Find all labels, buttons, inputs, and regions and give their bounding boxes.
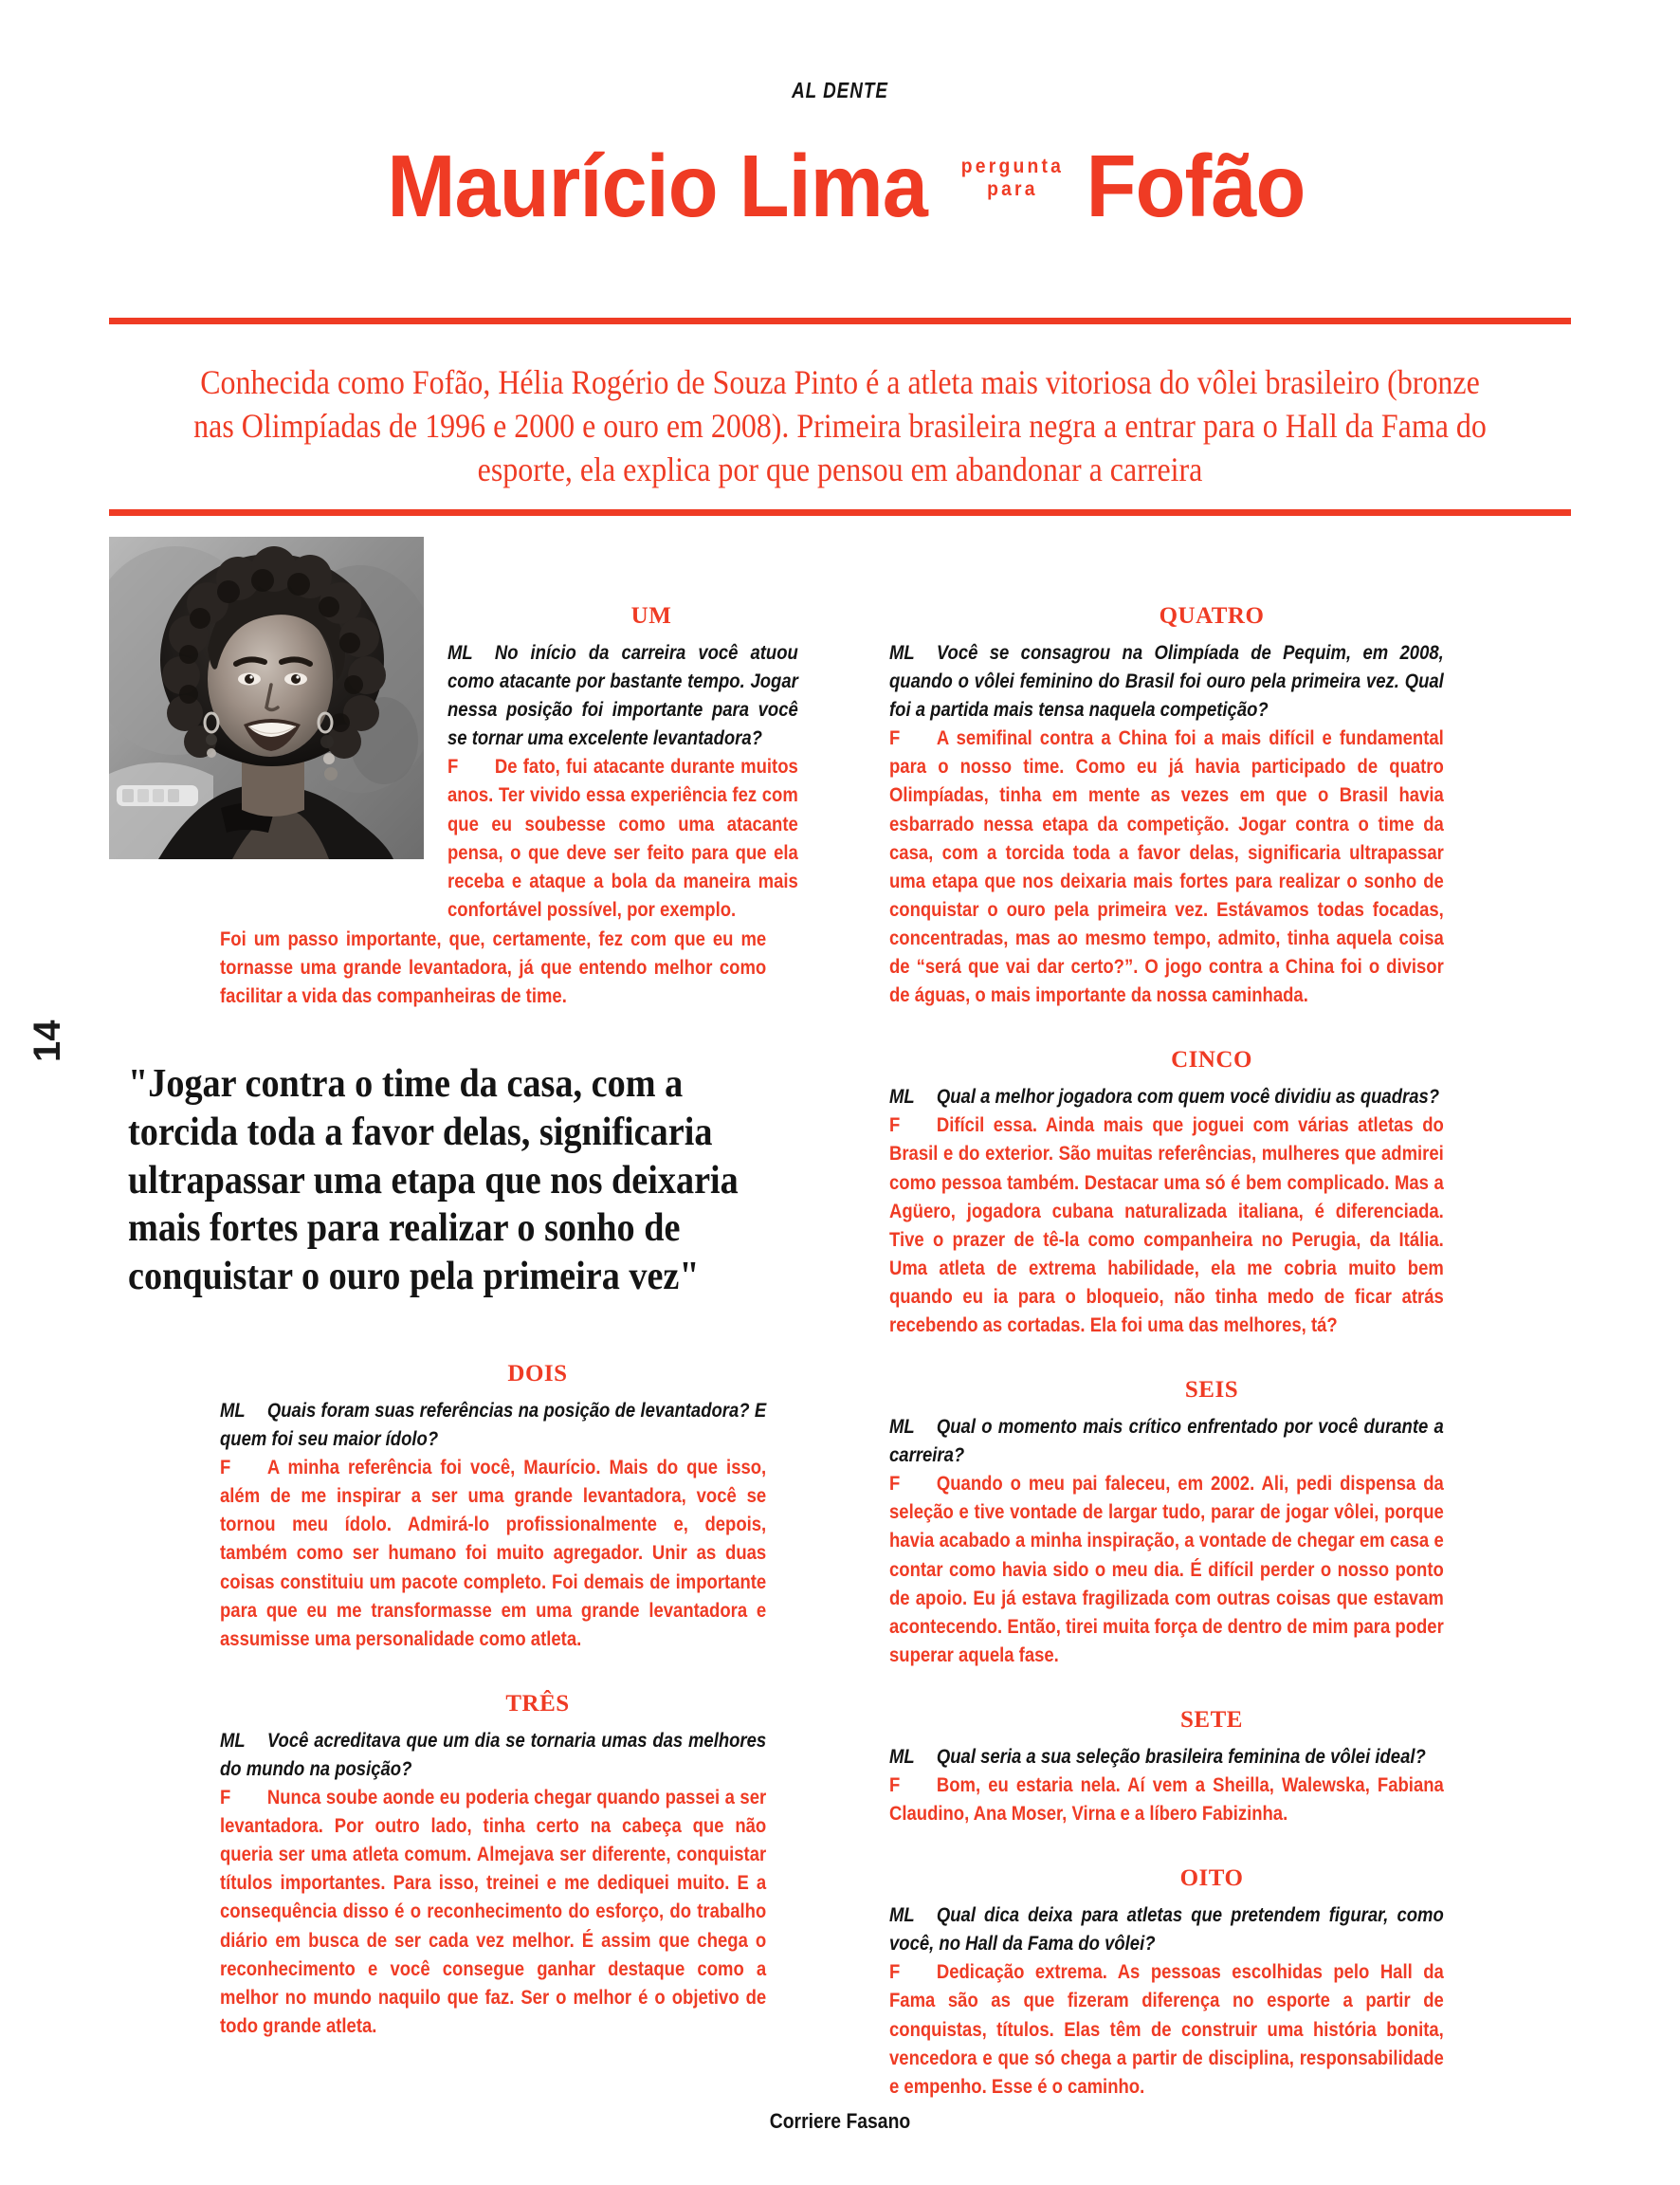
answer-text-seis: F Quando o meu pai faleceu, em 2002. Ali, pedi dispensa da seleção e tive vontade de largar tudo, parar de jogar vôlei, porque havia acabado a minha inspiração, a vontade de chegar em casa e contar como havia sido o meu dia. É difícil perder o nosso ponto de apoio. Eu já estava fragilizada com outras coisas que estavam acontecendo. Então, tirei muita força de dentro de mim para poder superar aquela fase. <box>889 1469 1444 1669</box>
standfirst-intro: Conhecida como Fofão, Hélia Rogério de Souza Pinto é a atleta mais vitoriosa do vôlei brasileiro (bronze nas Olimpíadas de 1996 e 2000 e ouro em 2008). Primeira brasileira negra a entrar para o Hall da Fama do esporte, ela explica por que pensou em abandonar a carreira <box>193 363 1487 489</box>
answer-text-um-part2: Foi um passo importante, que, certamente, fez com que eu me tornasse uma grande levantadora, já que entendo melhor como facilitar a vida das companheiras de time. <box>220 927 767 1008</box>
question-text-oito: ML Qual dica deixa para atletas que pretendem figurar, como você, no Hall da Fama do vôlei? <box>889 1900 1444 1957</box>
section-label-sete: SETE <box>1180 1706 1243 1733</box>
question-text-sete: ML Qual seria a sua seleção brasileira feminina de vôlei ideal? <box>889 1742 1444 1771</box>
answer-text-cinco: F Difícil essa. Ainda mais que joguei com várias atletas do Brasil e do exterior. São muitas referências, mulheres que admirei como pessoa também. Destacar uma só é bem complicado. Mas a Agüero, jogadora cubana naturalizada italiana, é diferenciada. Tive o prazer de tê-la como companheira no Perugia, da Itália. Uma atleta de extrema habilidade, ela me cobria muito bem quando eu ia para o bloqueio, não tinha medo de ficar atrás recebendo as cortadas. Ela foi uma das melhores, tá? <box>889 1111 1444 1339</box>
qa-um-question <box>447 638 855 752</box>
title-connector-line1: pergunta <box>960 155 1065 177</box>
qa-um-answer-cont <box>220 925 855 1010</box>
page-number: 14 <box>27 1019 68 1062</box>
section-label-dois: DOIS <box>507 1361 568 1386</box>
speaker-f: F <box>220 1456 231 1479</box>
question-text-um: ML No início da carreira você atuou como atacante por bastante tempo. Jogar nessa posição foi importante para você se tornar uma excelente levantadora? <box>447 638 798 752</box>
speaker-f: F <box>889 726 901 750</box>
qa-cinco-answer <box>889 1111 1534 1339</box>
speaker-f: F <box>220 1786 231 1809</box>
speaker-f: F <box>889 1472 901 1496</box>
portrait-photo <box>109 537 424 859</box>
qa-sete-question <box>889 1742 1534 1771</box>
footer-publication: Corriere Fasano <box>769 2109 911 2133</box>
qa-seis-answer <box>889 1469 1534 1669</box>
section-seis <box>889 1377 1534 1669</box>
section-label-um: UM <box>630 603 672 629</box>
qa-oito-answer <box>889 1957 1534 2100</box>
speaker-ml: ML <box>889 1903 915 1927</box>
answer-text-oito: F Dedicação extrema. As pessoas escolhidas pelo Hall da Fama são as que fizeram diferença no esporte a partir de conquistas, títulos. Elas têm de construir uma história bonita, vencedora e que só chega a partir de disciplina, responsabilidade e empenho. Esse é o caminho. <box>889 1957 1444 2100</box>
section-cinco <box>889 1047 1534 1339</box>
speaker-ml: ML <box>889 1415 915 1439</box>
divider-top <box>109 318 1571 324</box>
section-sete <box>889 1707 1534 1827</box>
speaker-ml: ML <box>889 1744 915 1768</box>
answer-text-sete: F Bom, eu estaria nela. Aí vem a Sheilla, Walewska, Fabiana Claudino, Ana Moser, Virna e a líbero Fabizinha. <box>889 1771 1444 1827</box>
section-dois <box>220 1361 855 1653</box>
answer-text-um: F De fato, fui atacante durante muitos anos. Ter vivido essa experiência fez com que eu soubesse como uma atacante pensa, o que deve ser feito para que ela receba e ataque a bola da maneira mais confortável possível, por exemplo. <box>447 752 798 924</box>
answer-text-dois: F A minha referência foi você, Maurício. Mais do que isso, além de me inspirar a ser uma grande levantadora, você se tornou meu ídolo. Admirá-lo profissionalmente e, depois, também como ser humano foi muito agregador. Unir as duas coisas constituiu um pacote completo. Foi demais de importante para que eu me transformasse em uma grande levantadora e assumisse uma personalidade como atleta. <box>220 1453 766 1653</box>
section-um-continuation <box>220 925 855 1010</box>
qa-dois-answer <box>220 1453 855 1653</box>
qa-tres-question <box>220 1726 855 1783</box>
answer-text-tres: F Nunca soube aonde eu poderia chegar quando passei a ser levantadora. Por outro lado, tinha certo na cabeça que não queria ser uma atleta comum. Almejava ser diferente, conquistar títulos importantes. Para isso, treinei e me dediquei muito. E a consequência disso é o reconhecimento do esforço, do trabalho diário em busca de ser cada vez melhor. É assim que chega o reconhecimento e você consegue ganhar destaque como a melhor no mundo naquilo que faz. Ser o melhor é o objetivo de todo grande atleta. <box>220 1783 766 2040</box>
qa-seis-question <box>889 1412 1534 1469</box>
section-oito <box>889 1865 1534 2101</box>
section-label-seis: SEIS <box>1184 1377 1239 1404</box>
section-um <box>447 603 855 924</box>
section-quatro <box>889 603 1534 1009</box>
section-label-tres: TRÊS <box>505 1690 570 1717</box>
section-kicker: AL DENTE <box>792 78 888 102</box>
speaker-ml: ML <box>220 1399 246 1422</box>
left-column-lower <box>220 1361 855 2040</box>
question-text-dois: ML Quais foram suas referências na posição de levantadora? E quem foi seu maior ídolo? <box>220 1396 766 1453</box>
speaker-ml: ML <box>220 1728 246 1752</box>
section-label-quatro: QUATRO <box>1159 603 1265 629</box>
section-label-oito: OITO <box>1179 1865 1244 1892</box>
answer-text-quatro: F A semifinal contra a China foi a mais difícil e fundamental para o nosso time. Como eu já havia participado de quatro Olimpíadas, tinha em mente as vezes em que o Brasil havia esbarrado nessa etapa da competição. Jogar contra o time da casa, com a torcida toda a favor delas, significaria ultrapassar uma etapa que nos deixaria mais fortes para realizar o sonho de conquistar o ouro pela primeira vez. Estávamos todas focadas, concentradas, mas ao mesmo tempo, admito, tinha aquela coisa de “será que vai dar certo?”. O jogo contra a China foi o divisor de águas, o mais importante da nossa caminhada. <box>889 724 1444 1009</box>
section-tres <box>220 1691 855 2040</box>
question-text-cinco: ML Qual a melhor jogadora com quem você dividiu as quadras? <box>889 1082 1444 1111</box>
title-connector <box>953 156 1073 201</box>
speaker-ml: ML <box>889 1085 915 1109</box>
pull-quote: "Jogar contra o time da casa, com a torcida toda a favor delas, significaria ultrapassar uma etapa que nos deixaria mais fortes para realizar o sonho de conquistar o ouro pela primeira vez" <box>128 1062 739 1299</box>
speaker-ml: ML <box>447 641 473 664</box>
divider-bottom <box>109 509 1571 516</box>
section-label-cinco: CINCO <box>1171 1047 1252 1074</box>
qa-dois-question <box>220 1396 855 1453</box>
qa-quatro-answer <box>889 724 1534 1009</box>
page-title <box>0 137 1680 235</box>
title-connector-line2: para <box>987 178 1038 200</box>
speaker-f: F <box>889 1113 901 1137</box>
speaker-f: F <box>889 1773 901 1796</box>
right-column <box>889 603 1534 2101</box>
question-text-quatro: ML Você se consagrou na Olimpíada de Pequim, em 2008, quando o vôlei feminino do Brasil foi ouro pela primeira vez. Qual foi a partida mais tensa naquela competição? <box>889 638 1444 724</box>
title-interviewer-name: Maurício Lima <box>387 137 927 235</box>
qa-cinco-question <box>889 1082 1534 1111</box>
title-guest-name: Fofão <box>1086 137 1306 235</box>
question-text-seis: ML Qual o momento mais crítico enfrentado por você durante a carreira? <box>889 1412 1444 1469</box>
qa-um-answer <box>447 752 855 924</box>
speaker-f: F <box>889 1960 901 1984</box>
qa-tres-answer <box>220 1783 855 2040</box>
qa-sete-answer <box>889 1771 1534 1827</box>
question-text-tres: ML Você acreditava que um dia se tornaria umas das melhores do mundo na posição? <box>220 1726 766 1783</box>
qa-quatro-question <box>889 638 1534 724</box>
speaker-f: F <box>447 755 459 779</box>
qa-oito-question <box>889 1900 1534 1957</box>
speaker-ml: ML <box>889 641 915 664</box>
